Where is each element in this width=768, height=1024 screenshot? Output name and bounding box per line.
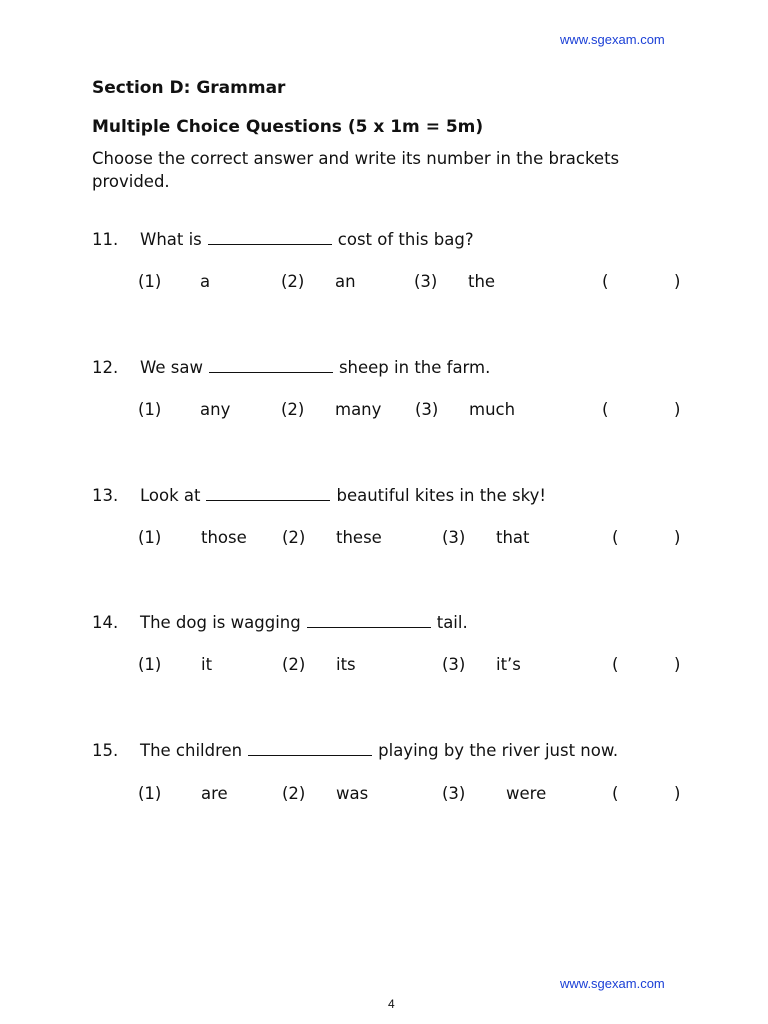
- option-2-number: (2): [282, 655, 306, 674]
- question-14: [92, 613, 692, 703]
- option-3-text: it’s: [496, 655, 521, 674]
- question-text-before: The children: [140, 741, 243, 760]
- question-text-before: We saw: [140, 358, 203, 377]
- option-2-number: (2): [282, 528, 306, 547]
- option-1-number: (1): [138, 784, 162, 803]
- question-text-before: Look at: [140, 486, 201, 505]
- option-3-text: that: [496, 528, 530, 547]
- option-1-number: (1): [138, 272, 162, 291]
- section-title: Section D: Grammar: [92, 78, 286, 98]
- answer-bracket-open[interactable]: (: [612, 528, 619, 547]
- option-3-text: were: [506, 784, 547, 803]
- answer-blank: [208, 230, 332, 245]
- option-1-text: a: [200, 272, 211, 291]
- answer-blank: [307, 613, 431, 628]
- option-1-number: (1): [138, 528, 162, 547]
- mcq-title: Multiple Choice Questions (5 x 1m = 5m): [92, 117, 484, 137]
- option-3-text: the: [468, 272, 496, 291]
- option-1-text: are: [201, 784, 228, 803]
- question-number: 15.: [92, 741, 119, 760]
- question-text-after: beautiful kites in the sky!: [336, 486, 546, 505]
- question-text-after: cost of this bag?: [337, 230, 474, 249]
- answer-bracket-close[interactable]: ): [674, 528, 681, 547]
- question-15: [92, 741, 692, 831]
- options-row: [92, 528, 692, 552]
- answer-bracket-open[interactable]: (: [602, 400, 609, 419]
- option-1-number: (1): [138, 400, 162, 419]
- option-2-text: many: [335, 400, 382, 419]
- site-link-bottom[interactable]: www.sgexam.com: [560, 976, 665, 991]
- answer-bracket-open[interactable]: (: [612, 784, 619, 803]
- option-2-number: (2): [281, 400, 305, 419]
- option-2-text: an: [335, 272, 356, 291]
- answer-bracket-close[interactable]: ): [674, 400, 681, 419]
- options-row: [92, 655, 692, 679]
- option-3-number: (3): [414, 272, 438, 291]
- options-row: [92, 400, 692, 424]
- question-text-after: sheep in the farm.: [338, 358, 491, 377]
- option-2-number: (2): [282, 784, 306, 803]
- option-1-text: it: [201, 655, 213, 674]
- option-3-number: (3): [442, 655, 466, 674]
- option-3-number: (3): [442, 784, 466, 803]
- option-1-text: any: [200, 400, 231, 419]
- question-text-before: What is: [140, 230, 202, 249]
- option-2-text: these: [336, 528, 382, 547]
- answer-bracket-open[interactable]: (: [612, 655, 619, 674]
- options-row: [92, 784, 692, 808]
- question-number: 13.: [92, 486, 119, 505]
- option-2-text: its: [336, 655, 356, 674]
- instructions: Choose the correct answer and write its number in the brackets provided.: [92, 149, 620, 191]
- question-number: 12.: [92, 358, 119, 377]
- answer-blank: [206, 486, 330, 501]
- answer-bracket-close[interactable]: ): [674, 784, 681, 803]
- option-3-number: (3): [415, 400, 439, 419]
- answer-blank: [209, 358, 333, 373]
- answer-bracket-close[interactable]: ): [674, 272, 681, 291]
- option-3-text: much: [469, 400, 516, 419]
- question-number: 11.: [92, 230, 119, 249]
- question-text-before: The dog is wagging: [140, 613, 301, 632]
- answer-bracket-open[interactable]: (: [602, 272, 609, 291]
- question-number: 14.: [92, 613, 119, 632]
- options-row: [92, 272, 692, 296]
- question-12: [92, 358, 692, 448]
- option-2-number: (2): [281, 272, 305, 291]
- answer-bracket-close[interactable]: ): [674, 655, 681, 674]
- question-11: [92, 230, 692, 320]
- option-1-number: (1): [138, 655, 162, 674]
- question-text-after: tail.: [436, 613, 468, 632]
- page-number: 4: [388, 997, 395, 1011]
- answer-blank: [248, 741, 372, 756]
- question-13: [92, 486, 692, 576]
- site-link-top[interactable]: www.sgexam.com: [560, 32, 665, 47]
- option-2-text: was: [336, 784, 369, 803]
- option-3-number: (3): [442, 528, 466, 547]
- question-text-after: playing by the river just now.: [378, 741, 619, 760]
- option-1-text: those: [201, 528, 247, 547]
